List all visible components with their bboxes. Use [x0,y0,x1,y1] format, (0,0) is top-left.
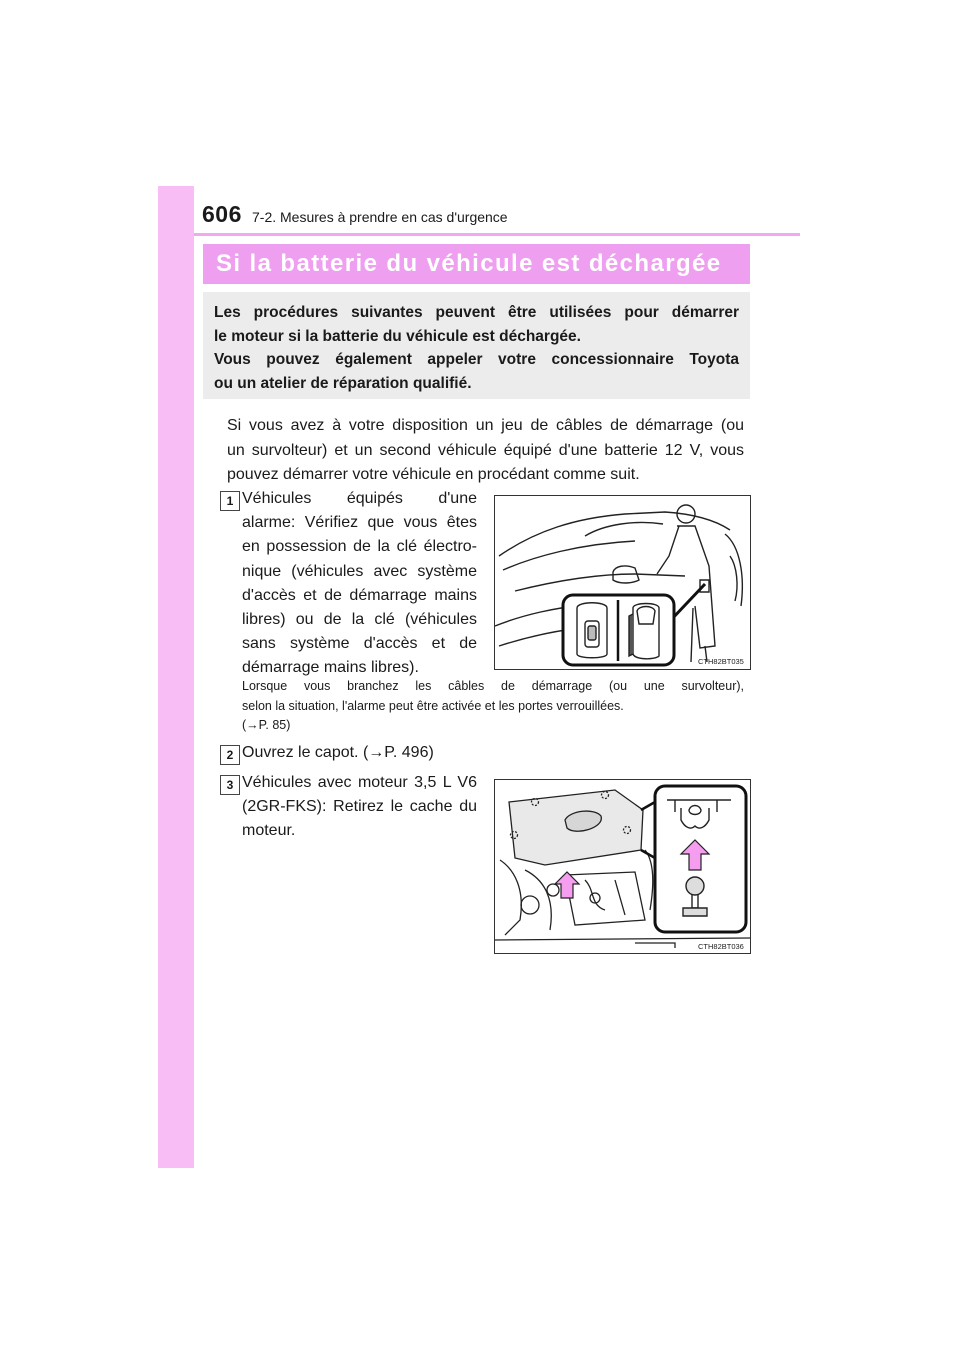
step-1-note [242,677,744,736]
step-line: sans système d'accès et de [242,635,477,653]
intro-box [203,292,750,399]
step-line: démarrage mains libres). [242,659,419,677]
car-key-drawing [495,496,750,669]
page-number: 606 [202,201,242,227]
step-3-badge: 3 [220,775,240,795]
intro-text [214,301,739,395]
engine-cover-illustration [494,779,751,954]
section-title: Si la batterie du véhicule est déchargée [216,250,722,277]
step-line: Véhicules avec moteur 3,5 L V6 [242,774,477,791]
note-line: (→P. 85) [242,718,291,732]
note-line: selon la situation, l'alarme peut être activée et les portes verrouillées. [242,698,624,713]
intro-line: Vous pouvez également appeler votre concessionnaire Toyota [214,351,739,368]
header-rule [194,233,800,236]
step-2-text [242,741,502,765]
step-line: Véhicules équipés d'une [242,490,477,507]
step-line: en possession de la clé électro- [242,538,477,556]
body-paragraph [227,414,744,488]
chapter-title: 7-2. Mesures à prendre en cas d'urgence [252,209,508,225]
step-line: Ouvrez le capot. (→P. 496) [242,744,434,761]
step-line: nique (véhicules avec système [242,562,477,580]
step-line: moteur. [242,822,296,840]
step-1-text [242,487,477,681]
intro-line: ou un atelier de réparation qualifié. [214,374,472,392]
intro-line: le moteur si la batterie du véhicule est déchargée. [214,327,581,345]
section-title-bar [203,244,750,284]
figure-code: CTH82BT036 [698,942,744,951]
body-line: Si vous avez à votre disposition un jeu de câbles de démarrage (ou [227,417,744,434]
figure-code: CTH82BT035 [698,657,744,666]
step-line: d'accès et de démarrage mains [242,586,477,604]
intro-line: Les procédures suivantes peuvent être utilisées pour démarrer [214,304,739,321]
body-line: un survolteur) et un second véhicule équipé d'une batterie 12 V, vous [227,441,744,459]
note-line: Lorsque vous branchez les câbles de démarrage (ou une survolteur), [242,679,744,693]
step-line: alarme: Vérifiez que vous êtes [242,514,477,532]
step-line: libres) ou de la clé (véhicules [242,611,477,629]
step-line: (2GR-FKS): Retirez le cache du [242,798,477,816]
body-line: pouvez démarrer votre véhicule en procédant comme suit. [227,466,640,483]
engine-drawing [495,780,750,953]
side-tab [158,186,194,1168]
key-illustration [494,495,751,670]
step-1-badge: 1 [220,491,240,511]
step-2-badge: 2 [220,745,240,765]
step-3-text [242,771,477,844]
